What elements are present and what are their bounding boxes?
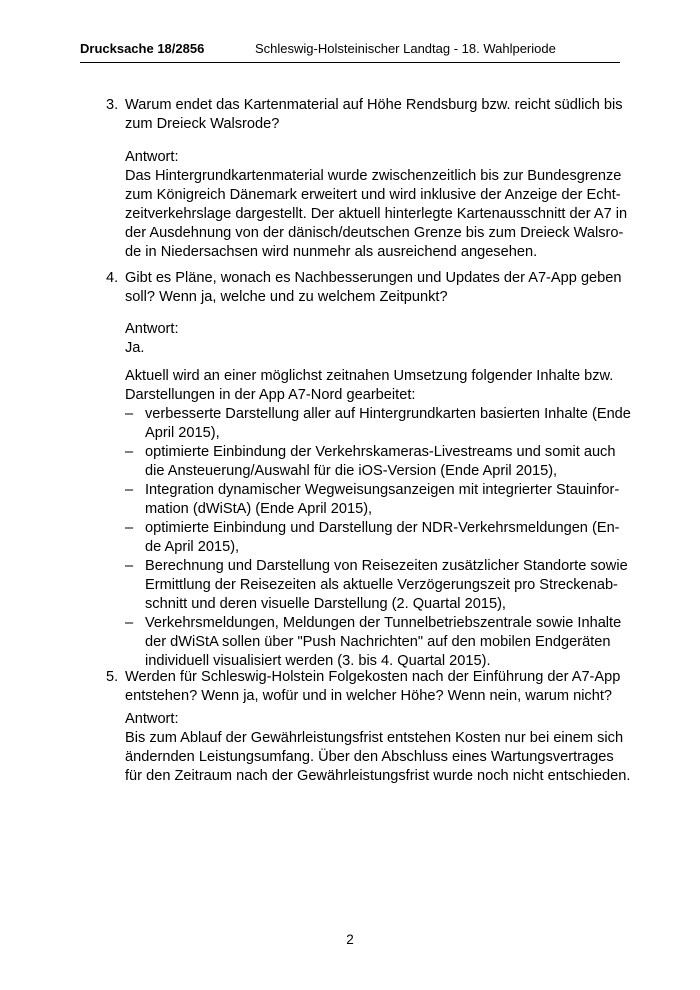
- answer-block: [125, 710, 631, 786]
- bullet-line: die Ansteuerung/Auswahl für die iOS-Version (Ende April 2015),: [145, 463, 558, 479]
- bullet-line: Integration dynamischer Wegweisungsanzeigen mit integrierter Stauinfor-: [145, 482, 620, 498]
- answer-line: Das Hintergrundkartenmaterial wurde zwischenzeitlich bis zur Bundesgrenze: [125, 168, 622, 184]
- dash-bullet: –: [125, 520, 134, 536]
- answer-line: zeitverkehrslage dargestellt. Der aktuell hinterlegte Kartenausschnitt der A7 in: [125, 206, 628, 222]
- answer-block: [125, 148, 628, 262]
- dash-bullet: –: [125, 615, 134, 631]
- answer-block: [125, 320, 625, 358]
- bullet-line: April 2015),: [145, 425, 220, 441]
- bullet-text: [145, 557, 628, 614]
- question-text: [125, 269, 625, 307]
- answer-line: Darstellungen in der App A7-Nord gearbeitet:: [125, 387, 416, 403]
- page-number: 2: [346, 932, 354, 947]
- answer-line: Bis zum Ablauf der Gewährleistungsfrist entstehen Kosten nur bei einem sich: [125, 730, 624, 746]
- answer-short: Ja.: [125, 340, 145, 356]
- document-number: Drucksache 18/2856: [80, 41, 205, 56]
- bullet-text: [145, 443, 625, 481]
- bullet-line: optimierte Einbindung und Darstellung der NDR-Verkehrsmeldungen (En-: [145, 520, 620, 536]
- question-text: [125, 96, 625, 134]
- question-number: 5.: [106, 669, 119, 685]
- bullet-text: [145, 614, 625, 671]
- question-text: [125, 668, 625, 706]
- dash-bullet: –: [125, 558, 134, 574]
- bullet-line: de April 2015),: [145, 539, 240, 555]
- bullet-line: schnitt und deren visuelle Darstellung (2. Quartal 2015),: [145, 596, 506, 612]
- answer-line: de in Niedersachsen wird nunmehr als ausreichend angesehen.: [125, 244, 538, 260]
- header-divider: [80, 62, 620, 63]
- question-line: soll? Wenn ja, welche und zu welchem Zeitpunkt?: [125, 289, 448, 305]
- question-line: Gibt es Pläne, wonach es Nachbesserungen und Updates der A7-App geben: [125, 270, 622, 286]
- answer-line: der Ausdehnung von der dänisch/deutschen Grenze bis zum Dreieck Walsro-: [125, 225, 624, 241]
- dash-bullet: –: [125, 444, 134, 460]
- question-number: 4.: [106, 270, 119, 286]
- bullet-text: [145, 519, 625, 557]
- answer-label: Antwort:: [125, 321, 179, 337]
- dash-bullet: –: [125, 482, 134, 498]
- answer-line: Aktuell wird an einer möglichst zeitnahen Umsetzung folgender Inhalte bzw.: [125, 368, 614, 384]
- bullet-line: optimierte Einbindung der Verkehrskameras-Livestreams und somit auch: [145, 444, 616, 460]
- bullet-line: Verkehrsmeldungen, Meldungen der Tunnelbetriebszentrale sowie Inhalte: [145, 615, 622, 631]
- bullet-line: mation (dWiStA) (Ende April 2015),: [145, 501, 373, 517]
- answer-line: zum Königreich Dänemark erweitert und wird inklusive der Anzeige der Echt-: [125, 187, 621, 203]
- question-number: 3.: [106, 97, 119, 113]
- question-line: zum Dreieck Walsrode?: [125, 116, 280, 132]
- page-header: [80, 41, 620, 57]
- bullet-line: verbesserte Darstellung aller auf Hintergrundkarten basierten Inhalte (Ende: [145, 406, 631, 422]
- answer-line: für den Zeitraum nach der Gewährleistungsfrist wurde noch nicht entschieden.: [125, 768, 631, 784]
- bullet-text: [145, 481, 625, 519]
- bullet-line: der dWiStA sollen über "Push Nachrichten" auf den mobilen Endgeräten: [145, 634, 611, 650]
- answer-line: ändernden Leistungsumfang. Über den Abschluss eines Wartungsvertrages: [125, 749, 614, 765]
- question-line: entstehen? Wenn ja, wofür und in welcher Höhe? Wenn nein, warum nicht?: [125, 688, 613, 704]
- question-line: Warum endet das Kartenmaterial auf Höhe Rendsburg bzw. reicht südlich bis: [125, 97, 623, 113]
- answer-label: Antwort:: [125, 149, 179, 165]
- answer-label: Antwort:: [125, 711, 179, 727]
- dash-bullet: –: [125, 406, 134, 422]
- question-line: Werden für Schleswig-Holstein Folgekosten nach der Einführung der A7-App: [125, 669, 621, 685]
- parliament-title: Schleswig-Holsteinischer Landtag - 18. Wahlperiode: [255, 41, 556, 56]
- bullet-line: Berechnung und Darstellung von Reisezeiten zusätzlicher Standorte sowie: [145, 558, 628, 574]
- bullet-line: individuell visualisiert werden (3. bis 4. Quartal 2015).: [145, 653, 491, 669]
- bullet-text: [145, 405, 631, 443]
- answer-intro: [125, 367, 625, 405]
- bullet-line: Ermittlung der Reisezeiten als aktuelle Verzögerungszeit pro Streckenab-: [145, 577, 618, 593]
